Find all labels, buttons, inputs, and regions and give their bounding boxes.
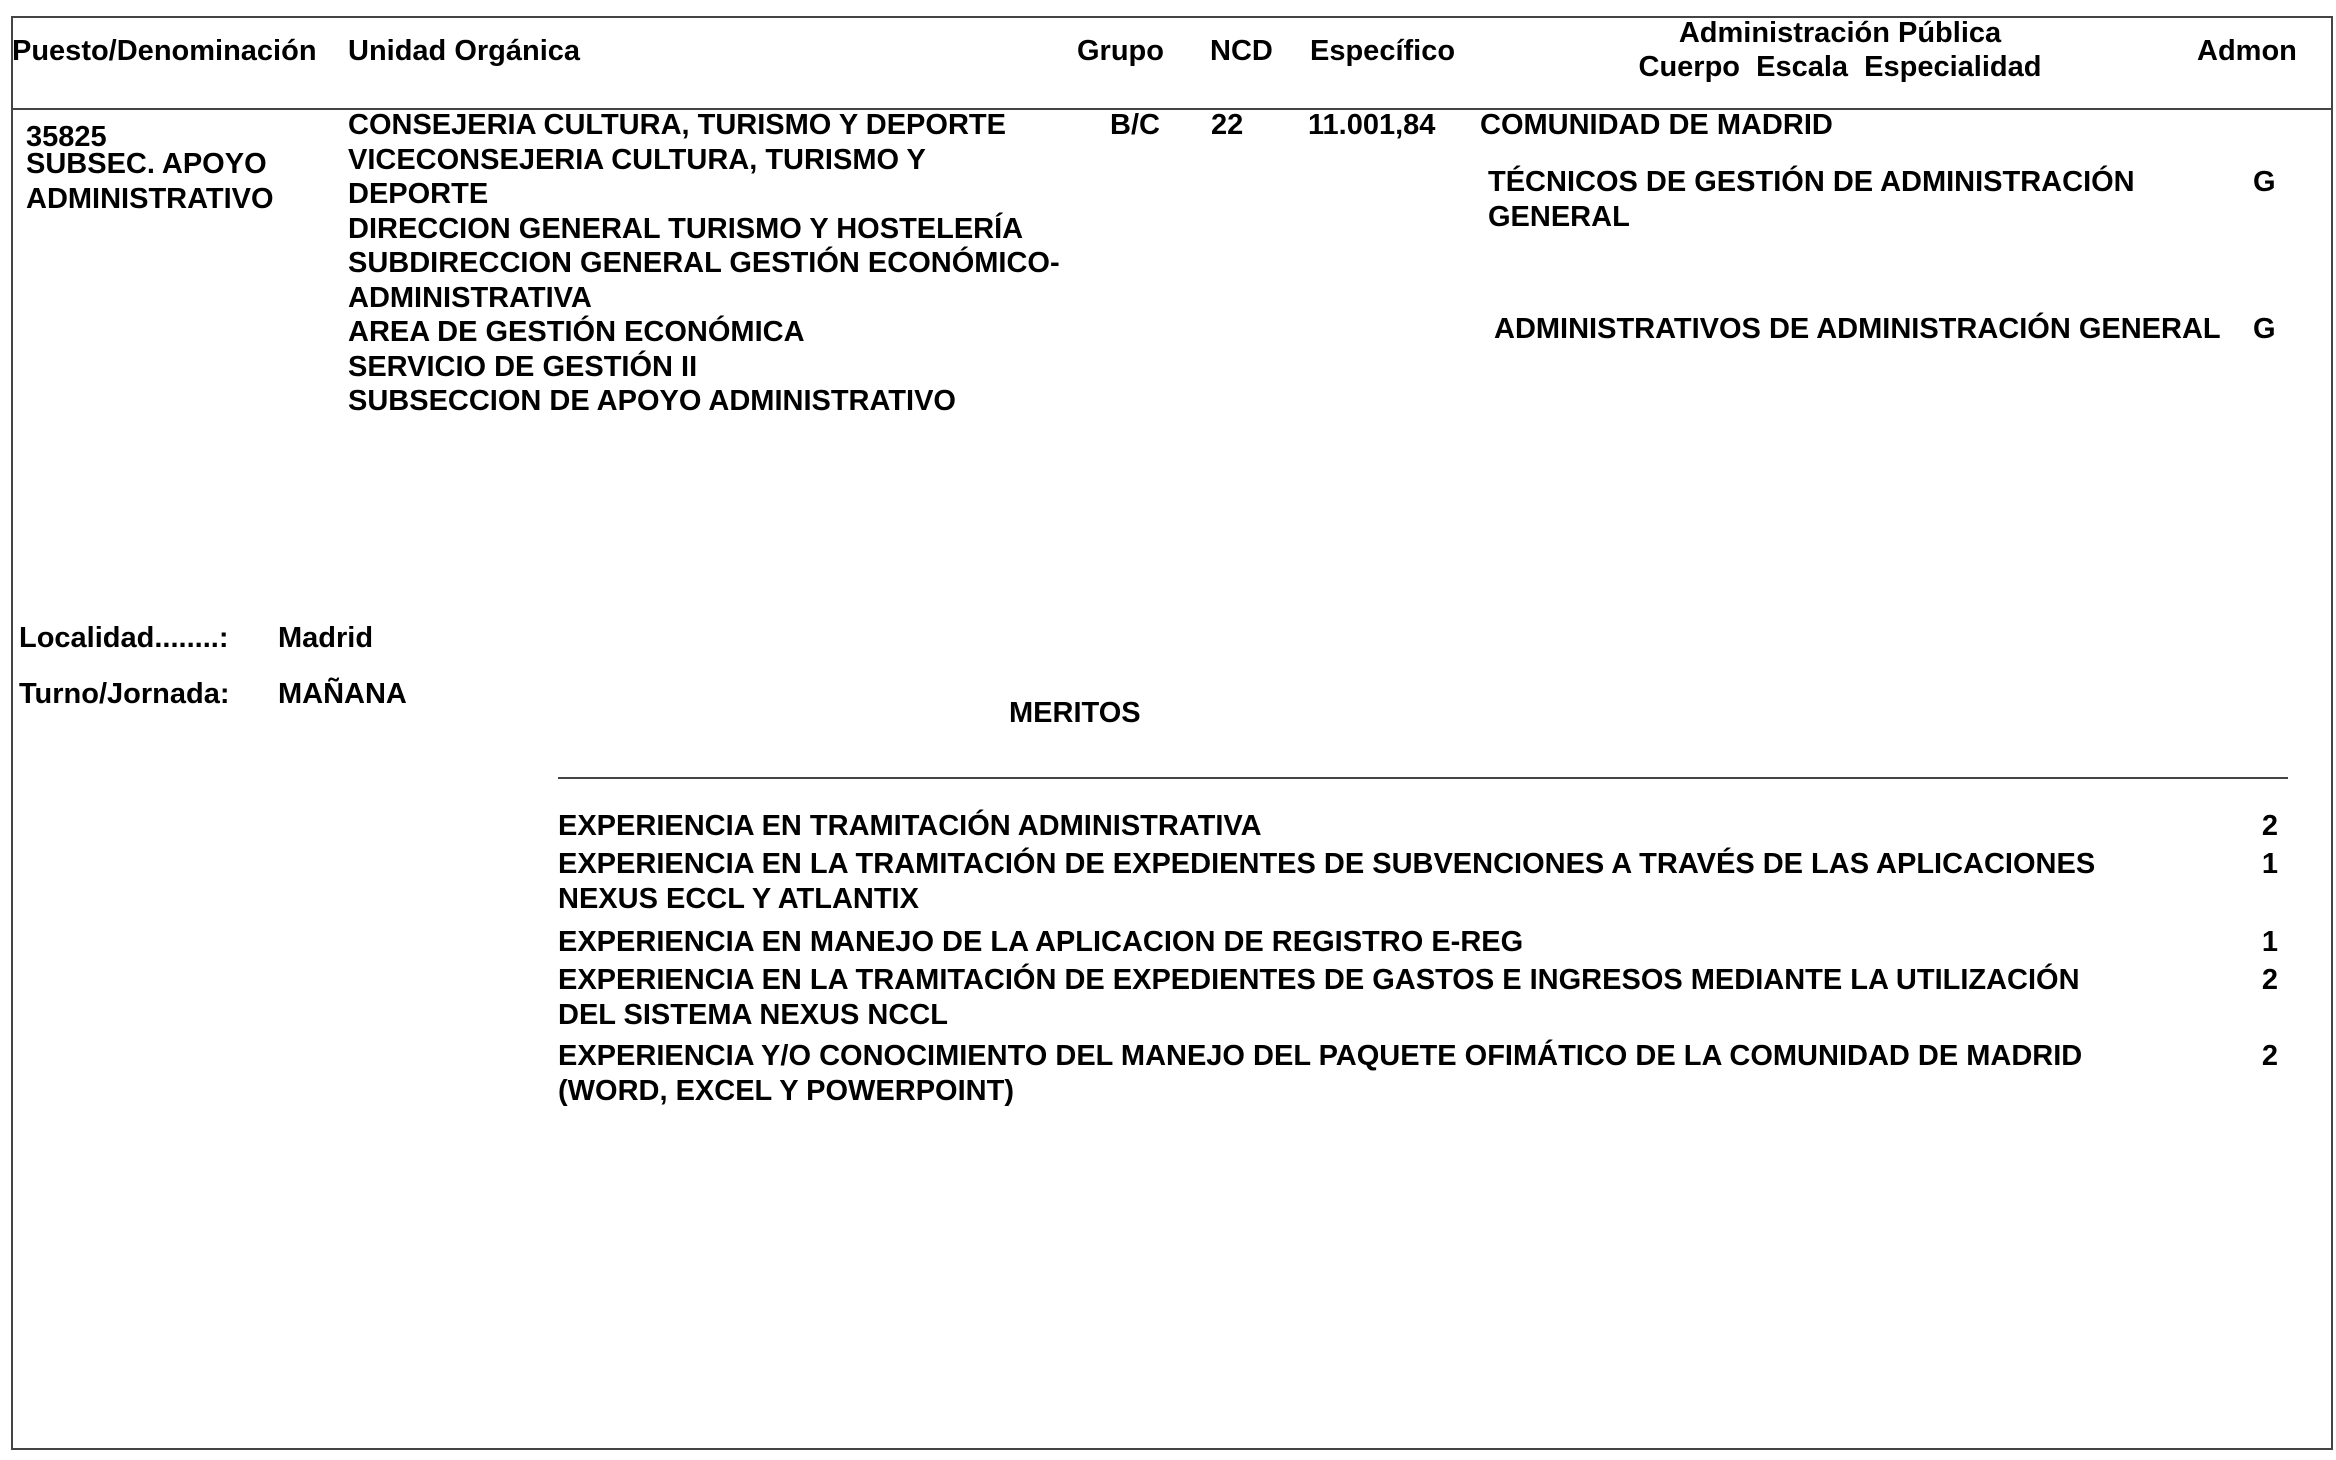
denominacion-line: ADMINISTRATIVO [26, 182, 274, 215]
denominacion-line: SUBSEC. APOYO [26, 148, 267, 180]
merit-points: 1 [2261, 848, 2278, 880]
merit-points: 2 [2261, 1040, 2278, 1072]
unidad-line: VICECONSEJERIA CULTURA, TURISMO Y [348, 143, 926, 176]
unidad-line: AREA DE GESTIÓN ECONÓMICA [348, 316, 805, 348]
localidad-label: Localidad........: [19, 622, 229, 654]
unidad-line: SUBSECCION DE APOYO ADMINISTRATIVO [348, 385, 956, 417]
merit-points: 2 [2261, 810, 2278, 842]
cuerpo-admon: G [2253, 313, 2276, 345]
header-ncd: NCD [1210, 35, 1273, 67]
merit-text: EXPERIENCIA Y/O CONOCIMIENTO DEL MANEJO DEL PAQUETE OFIMÁTICO DE LA COMUNIDAD DE MADRID (WORD, EXCEL Y POWERPOINT) [558, 1040, 2083, 1107]
cuerpo-line: TÉCNICOS DE GESTIÓN DE ADMINISTRACIÓN [1488, 166, 2135, 198]
record-unidad-organica [348, 108, 1060, 419]
cuerpo-line: ADMINISTRATIVOS DE ADMINISTRACIÓN GENERAL [1494, 313, 2221, 345]
header-especifico: Específico [1310, 35, 1456, 67]
header-cuerpo-escala: Cuerpo Escala Especialidad [1638, 51, 2042, 83]
merit-points: 1 [2261, 926, 2278, 958]
record-denominacion [26, 147, 274, 216]
record-ncd: 22 [1211, 109, 1244, 141]
unidad-line: CONSEJERIA CULTURA, TURISMO Y DEPORTE [348, 109, 1006, 141]
localidad-value: Madrid [278, 622, 374, 654]
merit-points: 2 [2261, 964, 2278, 996]
record-especifico: 11.001,84 [1308, 109, 1436, 141]
merit-text: EXPERIENCIA EN LA TRAMITACIÓN DE EXPEDIENTES DE SUBVENCIONES A TRAVÉS DE LAS APLICACIONES NEXUS ECCL Y ATLANTIX [558, 848, 2096, 915]
merit-text: EXPERIENCIA EN LA TRAMITACIÓN DE EXPEDIENTES DE GASTOS E INGRESOS MEDIANTE LA UTILIZACIÓN DEL SISTEMA NEXUS NCCL [558, 964, 2080, 1031]
cuerpo-item [1488, 165, 2135, 234]
record-codigo: 35825 [26, 121, 107, 153]
meritos-title: MERITOS [1009, 697, 1141, 729]
header-admin-publica: Administración Pública [1678, 17, 2002, 49]
header-unidad: Unidad Orgánica [348, 35, 581, 67]
unidad-line: SUBDIRECCION GENERAL GESTIÓN ECONÓMICO- [348, 247, 1060, 279]
merit-text: EXPERIENCIA EN TRAMITACIÓN ADMINISTRATIVA [558, 810, 1262, 842]
unidad-line: DEPORTE [348, 178, 489, 210]
header-admon: Admon [2197, 35, 2297, 67]
unidad-line: DIRECCION GENERAL TURISMO Y HOSTELERÍA [348, 212, 1024, 245]
cuerpo-item [1494, 312, 2221, 347]
turno-value: MAÑANA [278, 678, 407, 710]
cuerpo-admon: G [2253, 166, 2276, 198]
unidad-line: SERVICIO DE GESTIÓN II [348, 350, 698, 383]
meritos-divider [558, 777, 2288, 779]
header-grupo: Grupo [1077, 35, 1164, 67]
merit-text: EXPERIENCIA EN MANEJO DE LA APLICACION DE REGISTRO E-REG [558, 926, 1524, 958]
record-administracion: COMUNIDAD DE MADRID [1480, 109, 1833, 141]
turno-label: Turno/Jornada: [19, 678, 230, 710]
record-grupo: B/C [1110, 109, 1160, 141]
cuerpo-line: GENERAL [1488, 200, 1630, 233]
unidad-line: ADMINISTRATIVA [348, 281, 592, 314]
header-puesto: Puesto/Denominación [12, 35, 317, 67]
